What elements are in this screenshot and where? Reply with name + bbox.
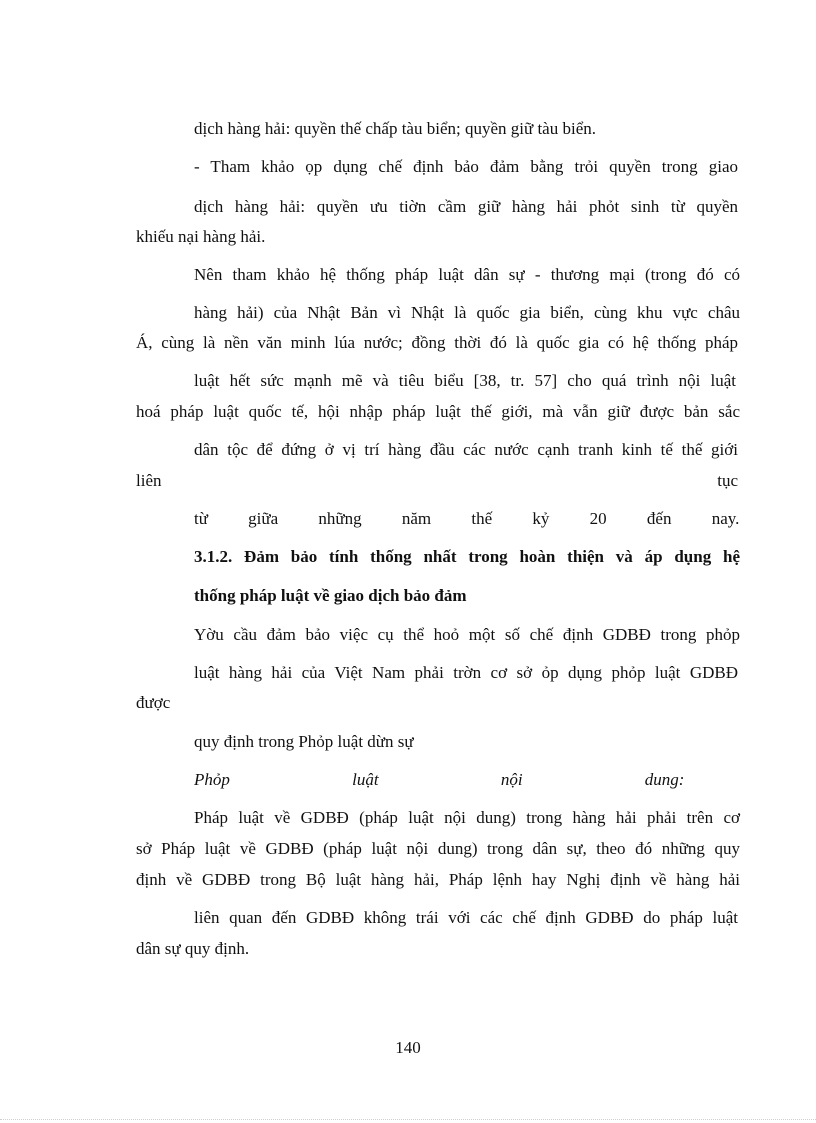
page-bottom-divider [0,1119,816,1120]
text-line: khiếu nại hàng hải. [136,227,266,246]
text-line: được [136,693,171,712]
text-line: dịch hàng hải: quyền thế chấp tàu biển; quyền giữ tàu biển. [194,119,596,138]
text-line: Yờu cầu đảm bảo việc cụ thể hoỏ một số chế định GDBĐ trong phỏp [194,625,740,644]
text-line: luật hết sức mạnh mẽ và tiêu biểu [38, tr. 57] cho quá trình nội luật [194,371,736,390]
text-line: Á, cùng là nền văn minh lúa nước; đồng thời đó là quốc gia có hệ thống pháp [136,333,738,352]
text-line: luật hàng hải của Việt Nam phải trờn cơ sở ỏp dụng phỏp luật GDBĐ [194,663,738,682]
subheading-italic: Phỏp luật nội dung: [194,770,685,789]
justified-line-lien-tuc [136,470,738,492]
page-number: 140 [395,1038,421,1057]
text-line: hàng hải) của Nhật Bản vì Nhật là quốc gia biển, cùng khu vực châu [194,303,740,322]
text-line: Pháp luật về GDBĐ (pháp luật nội dung) trong hàng hải phải trên cơ [194,808,740,827]
text-fragment: liên [136,471,162,490]
text-line: dịch hàng hải: quyền ưu tiờn cầm giữ hàng hải phỏt sinh từ quyền [194,197,738,216]
text-line: sở Pháp luật về GDBĐ (pháp luật nội dung) trong dân sự, theo đó những quy [136,839,740,858]
text-fragment: tục [717,471,738,490]
text-line: định về GDBĐ trong Bộ luật hàng hải, Pháp lệnh hay Nghị định về hàng hải [136,870,740,889]
text-line: dân tộc để đứng ở vị trí hàng đầu các nước cạnh tranh kinh tế thế giới [194,440,738,459]
text-line: dân sự quy định. [136,939,250,958]
text-line: quy định trong Phỏp luật dừn sự [194,732,414,751]
section-heading-cont: thống pháp luật về giao dịch bảo đảm [194,586,467,605]
text-line: liên quan đến GDBĐ không trái với các chế định GDBĐ do pháp luật [194,908,738,927]
section-heading: 3.1.2. Đảm bảo tính thống nhất trong hoàn thiện và áp dụng hệ [194,547,740,566]
text-line: hoá pháp luật quốc tế, hội nhập pháp luật thế giới, mà vẫn giữ được bản sắc [136,402,740,421]
text-line: Nên tham khảo hệ thống pháp luật dân sự - thương mại (trong đó có [194,265,740,284]
text-line: - Tham khảo ọp dụng chế định bảo đảm bằng trỏi quyền trong giao [194,157,738,176]
text-line: từ giữa những năm thế kỷ 20 đến nay. [194,509,740,528]
